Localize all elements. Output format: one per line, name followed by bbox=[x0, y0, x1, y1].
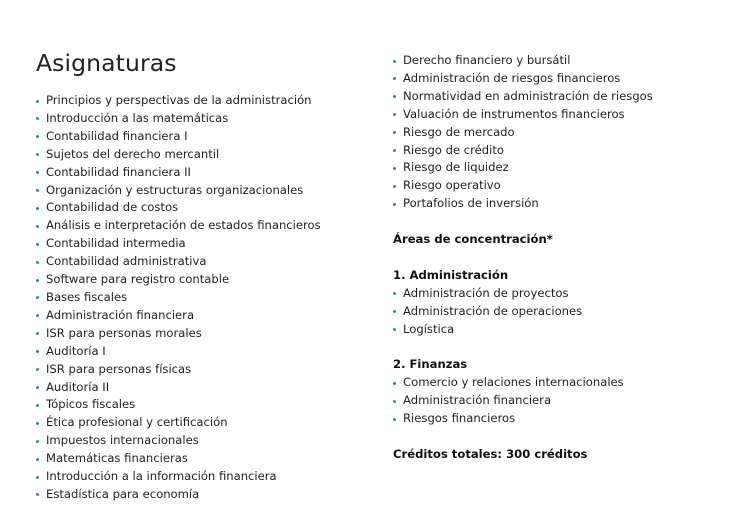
list-item: Administración de proyectos bbox=[393, 285, 733, 303]
list-item: Análisis e interpretación de estados financieros bbox=[36, 217, 376, 235]
list-item: ISR para personas morales bbox=[36, 325, 376, 343]
list-item: Normatividad en administración de riesgos bbox=[393, 88, 733, 106]
list-item: Organización y estructuras organizacionales bbox=[36, 182, 376, 200]
areas-heading: Áreas de concentración* bbox=[393, 232, 553, 247]
right-column bbox=[393, 52, 733, 464]
area-administracion-list bbox=[393, 285, 733, 339]
list-item: Estadística para economía bbox=[36, 486, 376, 504]
list-item: Administración de riesgos financieros bbox=[393, 70, 733, 88]
page-title: Asignaturas bbox=[36, 49, 177, 77]
list-item: Ética profesional y certificación bbox=[36, 414, 376, 432]
list-item: Contabilidad de costos bbox=[36, 199, 376, 217]
list-item: Impuestos internacionales bbox=[36, 432, 376, 450]
list-item: ISR para personas físicas bbox=[36, 361, 376, 379]
list-item: Software para registro contable bbox=[36, 271, 376, 289]
list-item: Comercio y relaciones internacionales bbox=[393, 374, 733, 392]
list-item: Administración de operaciones bbox=[393, 303, 733, 321]
list-item: Riesgo de liquidez bbox=[393, 159, 733, 177]
list-item: Auditoría II bbox=[36, 379, 376, 397]
subject-list-right bbox=[393, 52, 733, 213]
list-item: Riesgo de crédito bbox=[393, 142, 733, 160]
total-credits: Créditos totales: 300 créditos bbox=[393, 446, 588, 461]
list-item: Tópicos fiscales bbox=[36, 396, 376, 414]
list-item: Introducción a las matemáticas bbox=[36, 110, 376, 128]
list-item: Contabilidad intermedia bbox=[36, 235, 376, 253]
list-item: Riesgo operativo bbox=[393, 177, 733, 195]
list-item: Administración financiera bbox=[36, 307, 376, 325]
area-finanzas-heading: 2. Finanzas bbox=[393, 357, 468, 372]
list-item: Riesgo de mercado bbox=[393, 124, 733, 142]
list-item: Portafolios de inversión bbox=[393, 195, 733, 213]
list-item: Introducción a la información financiera bbox=[36, 468, 376, 486]
list-item: Contabilidad administrativa bbox=[36, 253, 376, 271]
list-item: Valuación de instrumentos financieros bbox=[393, 106, 733, 124]
list-item: Contabilidad financiera II bbox=[36, 164, 376, 182]
list-item: Auditoría I bbox=[36, 343, 376, 361]
area-finanzas-list bbox=[393, 374, 733, 428]
list-item: Matemáticas financieras bbox=[36, 450, 376, 468]
area-administracion-heading: 1. Administración bbox=[393, 267, 509, 282]
list-item: Logística bbox=[393, 321, 733, 339]
list-item: Sujetos del derecho mercantil bbox=[36, 146, 376, 164]
list-item: Riesgos financieros bbox=[393, 410, 733, 428]
list-item: Bases fiscales bbox=[36, 289, 376, 307]
list-item: Principios y perspectivas de la administración bbox=[36, 92, 376, 110]
list-item: Contabilidad financiera I bbox=[36, 128, 376, 146]
list-item: Administración financiera bbox=[393, 392, 733, 410]
subject-list-left bbox=[36, 92, 376, 504]
left-column bbox=[36, 48, 376, 504]
list-item: Derecho financiero y bursátil bbox=[393, 52, 733, 70]
